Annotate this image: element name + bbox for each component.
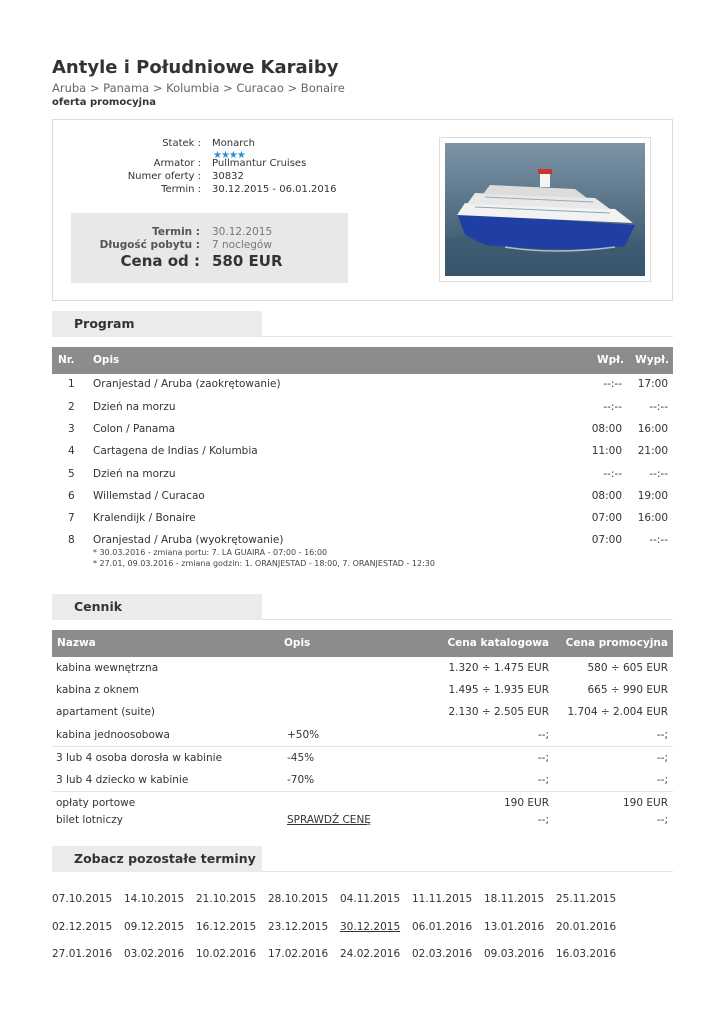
col-promo: Cena promocyjna <box>565 637 668 649</box>
col-catalog: Cena katalogowa <box>447 637 549 649</box>
pricing-catalog: 1.320 ÷ 1.475 EUR <box>448 662 549 674</box>
pricing-promo: --; <box>656 774 668 786</box>
date-link[interactable]: 28.10.2015 <box>268 893 329 905</box>
date-link[interactable]: 02.12.2015 <box>52 921 113 933</box>
ship-photo-frame <box>439 137 651 282</box>
pricing-promo: 190 EUR <box>623 797 668 809</box>
pricing-divider <box>52 746 673 747</box>
ship-label: Statek : <box>162 138 201 149</box>
date-link[interactable]: 13.01.2016 <box>484 921 545 933</box>
program-row <box>52 401 673 415</box>
program-row <box>52 423 673 437</box>
program-in: --:-- <box>603 378 622 390</box>
program-desc: Oranjestad / Aruba (wyokrętowanie) <box>93 534 284 546</box>
date-link[interactable]: 06.01.2016 <box>412 921 473 933</box>
pricing-name: kabina wewnętrzna <box>56 662 159 674</box>
dates-title: Zobacz pozostałe terminy <box>52 846 262 872</box>
program-in: 07:00 <box>591 512 622 524</box>
pricing-catalog: 2.130 ÷ 2.505 EUR <box>448 706 549 718</box>
program-in: --:-- <box>603 401 622 413</box>
program-in: 07:00 <box>591 534 622 546</box>
date-link[interactable]: 14.10.2015 <box>124 893 185 905</box>
program-table-header <box>52 347 673 374</box>
date-link[interactable]: 18.11.2015 <box>484 893 545 905</box>
pricing-promo: 665 ÷ 990 EUR <box>587 684 668 696</box>
pricing-promo: --; <box>656 729 668 741</box>
pricing-name: apartament (suite) <box>56 706 156 718</box>
stay-length-value: 7 noclegów <box>212 239 272 251</box>
program-out: --:-- <box>649 534 668 546</box>
date-link[interactable]: 09.03.2016 <box>484 948 545 960</box>
pricing-catalog: --; <box>537 729 549 741</box>
date-link[interactable]: 07.10.2015 <box>52 893 113 905</box>
pricing-row <box>52 774 673 788</box>
pricing-row <box>52 706 673 720</box>
stay-length-label: Długość pobytu : <box>99 239 200 251</box>
col-name: Nazwa <box>57 637 96 649</box>
date-link-current[interactable]: 30.12.2015 <box>340 921 401 933</box>
offer-info-box <box>52 119 673 301</box>
date-link[interactable]: 17.02.2016 <box>268 948 329 960</box>
pricing-desc: -45% <box>287 752 315 764</box>
program-in: 08:00 <box>591 423 622 435</box>
date-link[interactable]: 21.10.2015 <box>196 893 257 905</box>
pricing-catalog: --; <box>537 774 549 786</box>
date-link[interactable]: 16.12.2015 <box>196 921 257 933</box>
pricing-catalog: 1.495 ÷ 1.935 EUR <box>448 684 549 696</box>
pricing-title: Cennik <box>52 594 262 620</box>
pricing-row <box>52 797 673 811</box>
pricing-row <box>52 684 673 698</box>
check-price-link[interactable]: SPRAWDŹ CENĘ <box>287 814 371 826</box>
offer-number-label: Numer oferty : <box>127 171 201 182</box>
program-note: * 27.01, 09.03.2016 - zmiana godzin: 1. ORANJESTAD - 18:00, 7. ORANJESTAD - 12:30 <box>93 559 435 568</box>
program-row <box>52 490 673 504</box>
program-note: * 30.03.2016 - zmiana portu: 7. LA GUAIRA - 07:00 - 16:00 <box>93 548 328 557</box>
price-value: 580 EUR <box>212 252 283 270</box>
program-row <box>52 534 673 548</box>
pricing-section-header <box>52 594 673 620</box>
date-link[interactable]: 11.11.2015 <box>412 893 473 905</box>
program-desc: Cartagena de Indias / Kolumbia <box>93 445 258 457</box>
program-nr: 2 <box>68 401 75 413</box>
date-link[interactable]: 16.03.2016 <box>556 948 617 960</box>
program-out: --:-- <box>649 401 668 413</box>
pricing-table-header <box>52 630 673 657</box>
col-pricing-desc: Opis <box>284 637 311 649</box>
date-link[interactable]: 25.11.2015 <box>556 893 617 905</box>
promo-label: oferta promocyjna <box>52 97 156 108</box>
term-label: Termin : <box>161 184 201 195</box>
program-nr: 6 <box>68 490 75 502</box>
offer-number-value: 30832 <box>212 171 244 182</box>
pricing-name: opłaty portowe <box>56 797 136 809</box>
program-out: --:-- <box>649 468 668 480</box>
program-out: 16:00 <box>637 423 668 435</box>
program-row <box>52 378 673 392</box>
date-link[interactable]: 04.11.2015 <box>340 893 401 905</box>
col-out: Wypł. <box>635 354 669 366</box>
date-link[interactable]: 10.02.2016 <box>196 948 257 960</box>
pricing-divider <box>52 791 673 792</box>
pricing-promo: 580 ÷ 605 EUR <box>587 662 668 674</box>
pricing-catalog: --; <box>537 752 549 764</box>
route-breadcrumb: Aruba > Panama > Kolumbia > Curacao > Bonaire <box>52 81 345 95</box>
col-in: Wpł. <box>597 354 624 366</box>
pricing-row <box>52 752 673 766</box>
price-label: Cena od : <box>120 252 200 270</box>
pricing-catalog: --; <box>537 814 549 826</box>
pricing-desc: +50% <box>287 729 320 741</box>
program-row <box>52 512 673 526</box>
date-link[interactable]: 09.12.2015 <box>124 921 185 933</box>
date-link[interactable]: 02.03.2016 <box>412 948 473 960</box>
date-link[interactable]: 20.01.2016 <box>556 921 617 933</box>
pricing-name: kabina z oknem <box>56 684 140 696</box>
pricing-row <box>52 662 673 676</box>
dates-section-header <box>52 846 673 872</box>
date-link[interactable]: 03.02.2016 <box>124 948 185 960</box>
pricing-desc: -70% <box>287 774 315 786</box>
pricing-promo: --; <box>656 814 668 826</box>
program-row <box>52 445 673 459</box>
pricing-row <box>52 814 673 828</box>
program-desc: Dzień na morzu <box>93 401 176 413</box>
program-desc: Willemstad / Curacao <box>93 490 205 502</box>
date-link[interactable]: 23.12.2015 <box>268 921 329 933</box>
operator-label: Armator : <box>153 158 201 169</box>
program-desc: Colon / Panama <box>93 423 176 435</box>
operator-value: Pullmantur Cruises <box>212 158 307 169</box>
pricing-name: bilet lotniczy <box>56 814 123 826</box>
program-in: 11:00 <box>591 445 622 457</box>
program-out: 21:00 <box>637 445 668 457</box>
page-title: Antyle i Południowe Karaiby <box>52 57 339 78</box>
date-link[interactable]: 27.01.2016 <box>52 948 113 960</box>
program-nr: 3 <box>68 423 75 435</box>
program-nr: 1 <box>68 378 75 390</box>
program-in: 08:00 <box>591 490 622 502</box>
program-row <box>52 468 673 482</box>
pricing-name: 3 lub 4 osoba dorosła w kabinie <box>56 752 223 764</box>
col-nr: Nr. <box>58 354 75 366</box>
cruise-ship-photo <box>445 143 645 276</box>
pricing-catalog: 190 EUR <box>504 797 549 809</box>
program-desc: Oranjestad / Aruba (zaokrętowanie) <box>93 378 281 390</box>
program-title: Program <box>52 311 262 337</box>
program-nr: 7 <box>68 512 75 524</box>
program-nr: 5 <box>68 468 75 480</box>
program-nr: 8 <box>68 534 75 546</box>
price-summary-box <box>71 213 348 283</box>
program-out: 16:00 <box>637 512 668 524</box>
program-out: 17:00 <box>637 378 668 390</box>
date-link[interactable]: 24.02.2016 <box>340 948 401 960</box>
col-desc: Opis <box>93 354 120 366</box>
program-section-header <box>52 311 673 337</box>
pricing-promo: 1.704 ÷ 2.004 EUR <box>567 706 668 718</box>
pricing-name: 3 lub 4 dziecko w kabinie <box>56 774 189 786</box>
program-desc: Dzień na morzu <box>93 468 176 480</box>
program-nr: 4 <box>68 445 75 457</box>
program-out: 19:00 <box>637 490 668 502</box>
program-desc: Kralendijk / Bonaire <box>93 512 196 524</box>
program-in: --:-- <box>603 468 622 480</box>
summary-term-value: 30.12.2015 <box>212 226 273 238</box>
pricing-row <box>52 729 673 743</box>
pricing-name: kabina jednoosobowa <box>56 729 170 741</box>
rating-stars-icon: ★★★★ <box>213 150 245 161</box>
pricing-promo: --; <box>656 752 668 764</box>
ship-value: Monarch <box>212 138 255 149</box>
term-value: 30.12.2015 - 06.01.2016 <box>212 184 337 195</box>
summary-term-label: Termin : <box>152 226 200 238</box>
